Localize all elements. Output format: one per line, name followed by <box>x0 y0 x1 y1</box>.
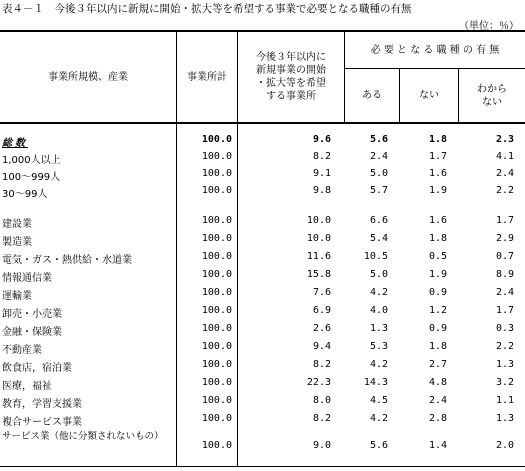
row-label: 電気・ガス・熱供給・水道業 <box>2 255 132 266</box>
cell-unknown: 1.7 <box>495 305 514 316</box>
cell-total: 100.0 <box>201 341 232 352</box>
cell-total: 100.0 <box>201 377 232 388</box>
cell-total: 100.0 <box>201 134 232 145</box>
cell-hope: 10.0 <box>306 215 331 226</box>
cell-unknown: 1.3 <box>495 359 514 370</box>
row-label: 医療，福祉 <box>2 381 52 392</box>
table-row <box>0 249 525 266</box>
cell-yes: 4.2 <box>369 287 388 298</box>
cell-yes: 5.4 <box>369 233 388 244</box>
table-row <box>0 375 525 392</box>
table-row <box>0 339 525 356</box>
header-bottom-rule <box>0 122 525 124</box>
row-label: 飲食店，宿泊業 <box>2 363 72 374</box>
cell-hope: 7.6 <box>312 287 331 298</box>
cell-unknown: 2.3 <box>495 134 514 145</box>
table-row <box>0 303 525 320</box>
header-total: 事業所計 <box>187 71 227 83</box>
cell-total: 100.0 <box>201 413 232 424</box>
cell-unknown: 0.7 <box>495 251 514 262</box>
table-row <box>0 231 525 248</box>
cell-unknown: 3.2 <box>495 377 514 388</box>
cell-no: 2.4 <box>428 395 447 406</box>
table-row <box>0 285 525 302</box>
cell-hope: 9.1 <box>312 168 331 179</box>
cell-yes: 5.7 <box>369 185 388 196</box>
cell-total: 100.0 <box>201 151 232 162</box>
cell-yes: 4.0 <box>369 305 388 316</box>
cell-total: 100.0 <box>201 233 232 244</box>
header-unknown: わから ない <box>477 83 507 108</box>
row-label: 金融・保険業 <box>2 327 62 338</box>
cell-hope: 6.9 <box>312 305 331 316</box>
total-row <box>0 132 525 149</box>
cell-total: 100.0 <box>201 269 232 280</box>
cell-hope: 11.6 <box>306 251 331 262</box>
cell-hope: 2.6 <box>312 323 331 334</box>
cell-no: 1.8 <box>428 341 447 352</box>
row-label: 教育，学習支援業 <box>2 399 82 410</box>
cell-yes: 2.4 <box>369 151 388 162</box>
cell-yes: 4.2 <box>369 359 388 370</box>
unit-label: （単位：％） <box>459 21 519 32</box>
cell-unknown: 2.4 <box>495 287 514 298</box>
table-row <box>0 393 525 410</box>
row-label: 30～99人 <box>2 189 48 200</box>
cell-yes: 14.3 <box>363 377 388 388</box>
cell-yes: 5.0 <box>369 168 388 179</box>
cell-no: 1.9 <box>428 185 447 196</box>
header-hope: 今後３年以内に 新規事業の開始 ・拡大等を希望 する事業所 <box>256 52 326 102</box>
cell-hope: 15.8 <box>306 269 331 280</box>
cell-no: 1.8 <box>428 134 447 145</box>
cell-no: 1.9 <box>428 269 447 280</box>
cell-yes: 5.0 <box>369 269 388 280</box>
cell-no: 1.6 <box>428 215 447 226</box>
header-yes: ある <box>362 90 382 101</box>
table-row <box>0 213 525 230</box>
cell-unknown: 1.3 <box>495 413 514 424</box>
row-label: 不動産業 <box>2 345 42 356</box>
cell-unknown: 2.2 <box>495 185 514 196</box>
cell-total: 100.0 <box>201 440 232 451</box>
cell-yes: 4.5 <box>369 395 388 406</box>
cell-unknown: 4.1 <box>495 151 514 162</box>
cell-unknown: 1.7 <box>495 215 514 226</box>
table-row <box>0 321 525 338</box>
cell-no: 1.8 <box>428 233 447 244</box>
cell-total: 100.0 <box>201 323 232 334</box>
cell-total: 100.0 <box>201 215 232 226</box>
cell-unknown: 2.2 <box>495 341 514 352</box>
cell-yes: 1.3 <box>369 323 388 334</box>
cell-no: 0.5 <box>428 251 447 262</box>
cell-yes: 4.2 <box>369 413 388 424</box>
cell-total: 100.0 <box>201 168 232 179</box>
cell-yes: 6.6 <box>369 215 388 226</box>
cell-hope: 8.2 <box>312 413 331 424</box>
cell-hope: 8.0 <box>312 395 331 406</box>
cell-no: 0.9 <box>428 323 447 334</box>
cell-unknown: 2.9 <box>495 233 514 244</box>
header-no: ない <box>419 90 439 101</box>
cell-hope: 22.3 <box>306 377 331 388</box>
header-need-group: 必 要 と な る 職 種 の 有 無 <box>370 44 500 56</box>
cell-unknown: 1.1 <box>495 395 514 406</box>
cell-no: 2.8 <box>428 413 447 424</box>
cell-unknown: 2.4 <box>495 168 514 179</box>
table-caption: 表４－１ 今後３年以内に新規に開始・拡大等を希望する事業で必要となる職種の有無 <box>2 3 412 15</box>
table-row <box>0 183 525 200</box>
cell-no: 1.4 <box>428 440 447 451</box>
cell-unknown: 8.9 <box>495 269 514 280</box>
table-row <box>0 429 525 463</box>
table-row <box>0 149 525 166</box>
row-label: 情報通信業 <box>2 273 52 284</box>
cell-total: 100.0 <box>201 251 232 262</box>
cell-total: 100.0 <box>201 185 232 196</box>
cell-no: 4.8 <box>428 377 447 388</box>
cell-no: 2.7 <box>428 359 447 370</box>
cell-total: 100.0 <box>201 305 232 316</box>
table-row <box>0 166 525 183</box>
cell-yes: 5.3 <box>369 341 388 352</box>
cell-yes: 5.6 <box>369 440 388 451</box>
cell-hope: 10.0 <box>306 233 331 244</box>
table-row <box>0 267 525 284</box>
row-label: 総数 <box>2 138 28 149</box>
cell-no: 0.9 <box>428 287 447 298</box>
row-label: サービス業（他に分類されないもの） <box>2 431 164 442</box>
row-label: 100～999人 <box>2 172 61 183</box>
cell-hope: 8.2 <box>312 151 331 162</box>
cell-unknown: 0.3 <box>495 323 514 334</box>
row-label: 製造業 <box>2 237 32 248</box>
header-category: 事業所規模、産業 <box>48 71 128 83</box>
cell-no: 1.2 <box>428 305 447 316</box>
cell-unknown: 2.0 <box>495 440 514 451</box>
row-label: 建設業 <box>2 219 32 230</box>
cell-no: 1.6 <box>428 168 447 179</box>
table-bottom-rule <box>0 466 525 467</box>
row-label: 卸売・小売業 <box>2 309 62 320</box>
cell-yes: 5.6 <box>369 134 388 145</box>
cell-hope: 8.2 <box>312 359 331 370</box>
cell-hope: 9.8 <box>312 185 331 196</box>
cell-hope: 9.0 <box>312 440 331 451</box>
row-label: 1,000人以上 <box>2 155 61 166</box>
cell-no: 1.7 <box>428 151 447 162</box>
cell-yes: 10.5 <box>363 251 388 262</box>
row-label: 複合サービス事業 <box>2 417 82 428</box>
row-label: 運輸業 <box>2 291 32 302</box>
table-row <box>0 411 525 428</box>
cell-total: 100.0 <box>201 359 232 370</box>
table-row <box>0 357 525 374</box>
cell-total: 100.0 <box>201 395 232 406</box>
cell-total: 100.0 <box>201 287 232 298</box>
cell-hope: 9.4 <box>312 341 331 352</box>
cell-hope: 9.6 <box>312 134 331 145</box>
